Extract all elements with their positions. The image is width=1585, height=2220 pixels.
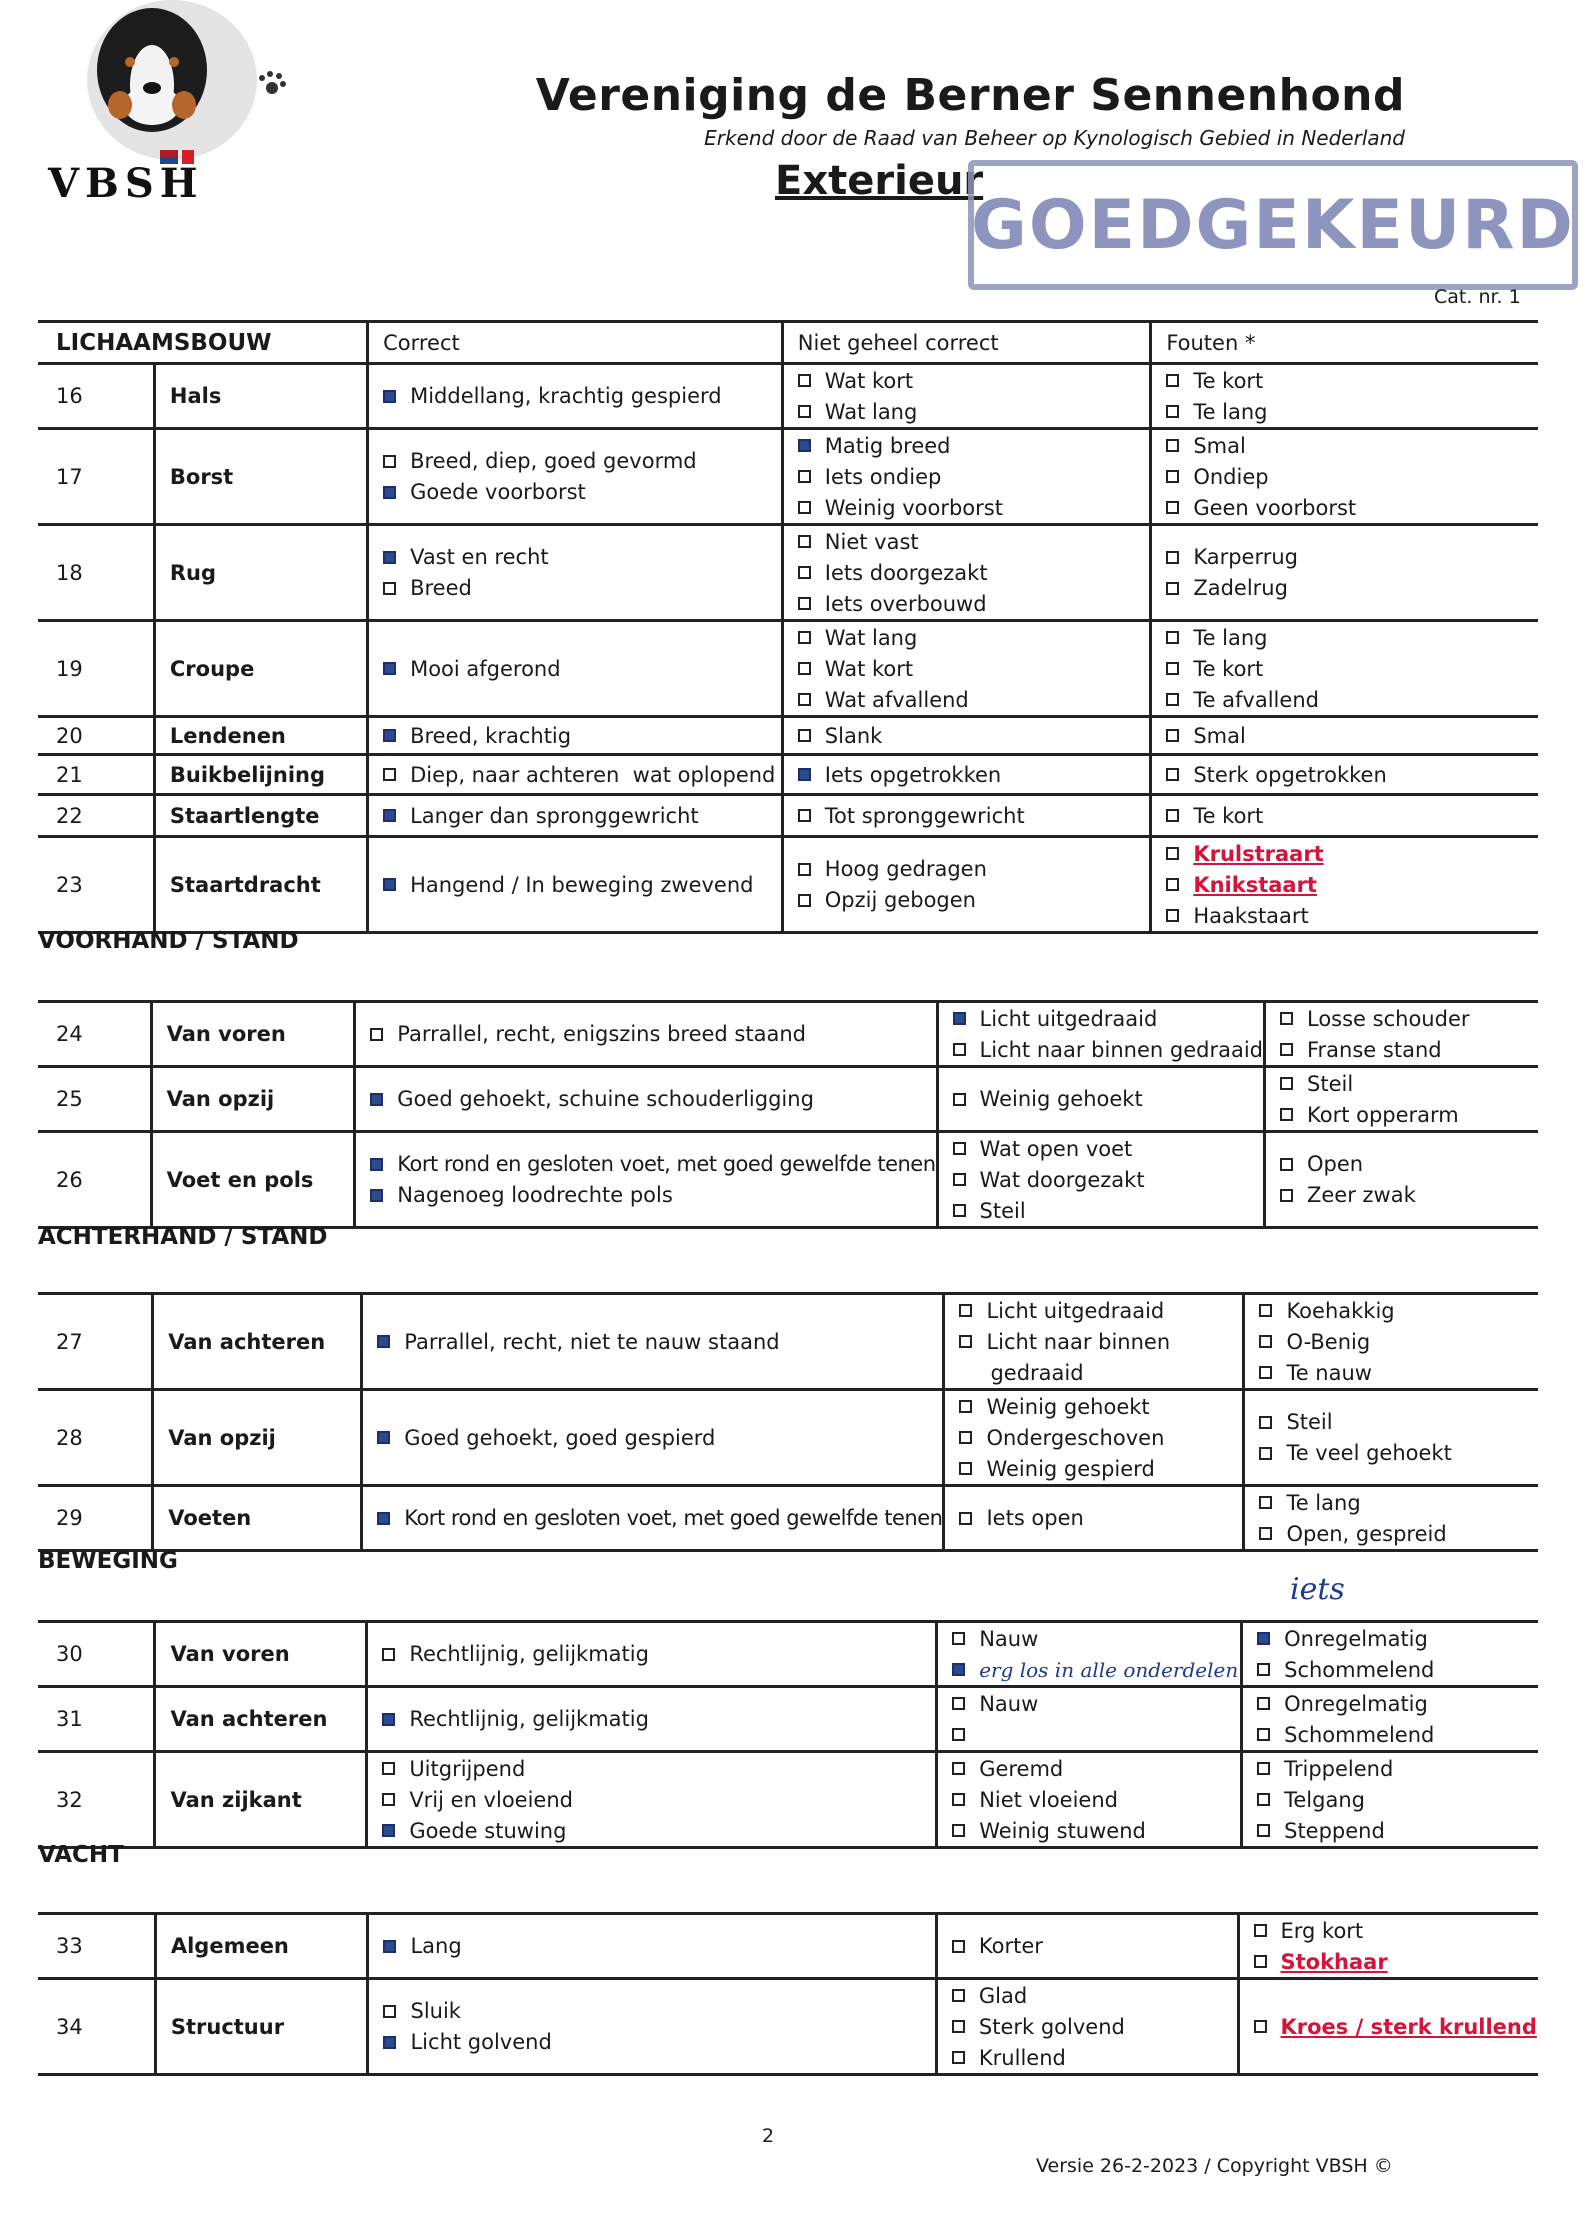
option-label: Niet vloeiend	[979, 1787, 1118, 1812]
option-label: Rechtlijnig, gelijkmatig	[409, 1642, 649, 1666]
organization-title: Vereniging de Berner Sennenhond	[535, 70, 1405, 121]
row-number: 33	[38, 1914, 155, 1979]
option-label: Te kort	[1193, 368, 1264, 393]
checkbox[interactable]	[382, 1793, 395, 1806]
vbsh-logo	[42, 0, 312, 207]
option-label: Koehakkig	[1286, 1298, 1395, 1323]
checkbox[interactable]	[1280, 1189, 1293, 1202]
checkbox[interactable]	[952, 1793, 965, 1806]
checkbox[interactable]	[1254, 1955, 1267, 1968]
row-name: Buikbelijning	[154, 755, 367, 795]
option-label: Hangend / In beweging zwevend	[410, 872, 754, 897]
option-label: Kort opperarm	[1307, 1102, 1459, 1127]
option-label: Iets open	[986, 1506, 1084, 1530]
option-label: Te kort	[1193, 656, 1264, 681]
checkbox[interactable]	[377, 1335, 390, 1348]
checkbox[interactable]	[383, 582, 396, 595]
option-label: Nagenoeg loodrechte pols	[397, 1183, 673, 1207]
table-row	[38, 1914, 1538, 1979]
table-row	[38, 795, 1538, 837]
checkbox[interactable]	[370, 1158, 383, 1171]
checkbox[interactable]	[370, 1028, 383, 1041]
checkbox[interactable]	[798, 470, 811, 483]
checkbox[interactable]	[1259, 1335, 1272, 1348]
row-name: Van achteren	[153, 1294, 362, 1390]
row-name: Van zijkant	[155, 1752, 367, 1848]
checkbox[interactable]	[798, 631, 811, 644]
checkbox[interactable]	[1259, 1496, 1272, 1509]
checkbox[interactable]	[383, 878, 396, 891]
row-name: Staartdracht	[154, 837, 367, 933]
checkbox[interactable]	[1257, 1663, 1270, 1676]
option-label: Iets overbouwd	[824, 591, 987, 616]
checkbox[interactable]	[959, 1431, 972, 1444]
option-label: Geremd	[979, 1756, 1064, 1781]
checkbox[interactable]	[1280, 1108, 1293, 1121]
option-label: Te veel gehoekt	[1286, 1441, 1452, 1465]
row-number: 24	[38, 1002, 151, 1067]
option-label: Te lang	[1286, 1490, 1361, 1515]
checkbox[interactable]	[953, 1142, 966, 1155]
option-label: Schommelend	[1284, 1722, 1435, 1747]
checkbox[interactable]	[952, 1632, 965, 1645]
checkbox[interactable]	[1166, 729, 1179, 742]
row-number: 30	[38, 1622, 155, 1687]
option-label: Mooi afgerond	[410, 656, 561, 681]
checkbox[interactable]	[383, 2005, 396, 2018]
handwritten-note: erg los in alle onderdelen	[979, 1657, 1239, 1682]
checkbox[interactable]	[953, 1204, 966, 1217]
checkbox[interactable]	[1257, 1697, 1270, 1710]
option-label-fault-highlight: Krulstraart	[1193, 841, 1324, 866]
achterhand-table	[38, 1292, 1538, 1552]
checkbox[interactable]	[952, 1697, 965, 1710]
section-header-beweging: BEWEGING	[38, 1548, 178, 1574]
row-number: 32	[38, 1752, 155, 1848]
option-label: Tot spronggewricht	[824, 803, 1025, 828]
option-label: Sluik	[410, 1999, 461, 2023]
checkbox[interactable]	[382, 1713, 395, 1726]
checkbox[interactable]	[952, 1989, 965, 2002]
checkbox[interactable]	[1280, 1077, 1293, 1090]
table-row	[38, 525, 1538, 621]
checkbox[interactable]	[952, 1824, 965, 1837]
row-number: 19	[38, 621, 154, 717]
checkbox[interactable]	[959, 1462, 972, 1475]
option-label: Breed, diep, goed gevormd	[410, 449, 697, 473]
checkbox[interactable]	[1166, 470, 1179, 483]
row-name: Van voren	[151, 1002, 355, 1067]
checkbox[interactable]	[952, 1762, 965, 1775]
checkbox[interactable]	[953, 1043, 966, 1056]
option-label: Haakstaart	[1193, 903, 1309, 928]
option-label: Langer dan spronggewricht	[410, 803, 699, 828]
beweging-table	[38, 1620, 1538, 1849]
checkbox[interactable]	[1259, 1527, 1272, 1540]
voorhand-table	[38, 1000, 1538, 1229]
table-row	[38, 1002, 1538, 1067]
checkbox[interactable]	[1257, 1824, 1270, 1837]
checkbox[interactable]	[383, 768, 396, 781]
option-label: Geen voorborst	[1193, 495, 1357, 520]
form-title: Exterieur	[775, 158, 984, 204]
option-label: Goed gehoekt, schuine schouderligging	[397, 1087, 814, 1111]
checkbox[interactable]	[1257, 1793, 1270, 1806]
checkbox[interactable]	[383, 390, 396, 403]
option-label: Weinig stuwend	[979, 1818, 1146, 1843]
checkbox[interactable]	[1166, 878, 1179, 891]
row-number: 29	[38, 1486, 153, 1551]
checkbox[interactable]	[382, 1648, 395, 1661]
checkbox[interactable]	[377, 1431, 390, 1444]
option-label: Vast en recht	[410, 545, 549, 569]
option-label: Te nauw	[1286, 1360, 1372, 1385]
option-label: Kort rond en gesloten voet, met goed gewelfde tenen	[397, 1152, 936, 1176]
checkbox[interactable]	[1257, 1632, 1270, 1645]
checkbox[interactable]	[383, 729, 396, 742]
option-label: Ondiep	[1193, 464, 1269, 489]
option-label: Uitgrijpend	[409, 1756, 526, 1781]
option-label: Korter	[978, 1934, 1043, 1958]
handwritten-note-iets: iets	[1290, 1572, 1345, 1607]
checkbox[interactable]	[1257, 1762, 1270, 1775]
checkbox[interactable]	[1166, 582, 1179, 595]
checkbox[interactable]	[1166, 501, 1179, 514]
row-name: Staartlengte	[154, 795, 367, 837]
checkbox[interactable]	[383, 662, 396, 675]
section-header-voorhand: VOORHAND / STAND	[38, 928, 299, 954]
option-label: Parrallel, recht, niet te nauw staand	[404, 1329, 780, 1354]
row-name: Van achteren	[155, 1687, 367, 1752]
checkbox[interactable]	[798, 597, 811, 610]
option-label: Nauw	[979, 1626, 1039, 1651]
row-number: 27	[38, 1294, 153, 1390]
row-name: Hals	[154, 364, 367, 429]
option-label: Te lang	[1193, 399, 1268, 424]
option-label: Karperrug	[1193, 545, 1299, 569]
checkbox[interactable]	[798, 405, 811, 418]
checkbox[interactable]	[959, 1304, 972, 1317]
checkbox[interactable]	[952, 1940, 965, 1953]
option-label: Zeer zwak	[1307, 1183, 1416, 1207]
checkbox[interactable]	[370, 1189, 383, 1202]
checkbox[interactable]	[383, 1940, 396, 1953]
option-label: Open, gespreid	[1286, 1521, 1447, 1546]
option-label: Glad	[978, 1983, 1028, 2008]
approved-stamp: GOEDGEKEURD	[968, 160, 1578, 290]
checkbox[interactable]	[952, 2020, 965, 2033]
option-label: Franse stand	[1307, 1037, 1442, 1062]
option-label: Wat lang	[824, 625, 918, 650]
option-label: Te afvallend	[1193, 687, 1319, 712]
table-row	[38, 1067, 1538, 1132]
option-label: Onregelmatig	[1284, 1691, 1428, 1716]
option-label: Open	[1307, 1152, 1364, 1176]
option-label: Breed	[410, 576, 472, 600]
table-row	[38, 837, 1538, 933]
row-name: Borst	[154, 429, 367, 525]
table-row	[38, 717, 1538, 755]
category-number: Cat. nr. 1	[1434, 286, 1521, 308]
checkbox[interactable]	[383, 2036, 396, 2049]
option-label: Zadelrug	[1193, 576, 1288, 600]
checkbox[interactable]	[1259, 1447, 1272, 1460]
option-label: Onregelmatig	[1284, 1626, 1428, 1651]
option-label: Steil	[1307, 1071, 1354, 1096]
option-label: Wat afvallend	[824, 687, 969, 712]
checkbox[interactable]	[952, 1663, 965, 1676]
option-label: Wat doorgezakt	[979, 1167, 1145, 1192]
logo-text: VBSH	[48, 160, 204, 207]
checkbox[interactable]	[1254, 1924, 1267, 1937]
option-label: Iets doorgezakt	[824, 560, 988, 585]
option-label: Erg kort	[1280, 1918, 1364, 1943]
page-number: 2	[762, 2125, 775, 2147]
option-label: Vrij en vloeiend	[409, 1787, 573, 1812]
option-label: Smal	[1193, 723, 1246, 748]
checkbox[interactable]	[953, 1093, 966, 1106]
table-row	[38, 1752, 1538, 1848]
option-label: Krullend	[978, 2045, 1066, 2070]
column-header-niet-geheel: Niet geheel correct	[782, 322, 1151, 364]
option-label: Wat kort	[824, 368, 914, 393]
option-label: Kort rond en gesloten voet, met goed gewelfde tenen	[404, 1506, 943, 1530]
row-number: 25	[38, 1067, 151, 1132]
row-number: 18	[38, 525, 154, 621]
option-label: Wat kort	[824, 656, 914, 681]
checkbox[interactable]	[798, 501, 811, 514]
checkbox[interactable]	[1166, 768, 1179, 781]
option-label: Diep, naar achteren wat oplopend	[410, 762, 776, 787]
option-label: Lang	[410, 1934, 462, 1958]
table-row	[38, 364, 1538, 429]
option-label: Niet vast	[824, 529, 919, 554]
option-label: Iets ondiep	[824, 464, 942, 489]
option-label: Steil	[979, 1198, 1026, 1223]
checkbox[interactable]	[798, 768, 811, 781]
option-label: Weinig gehoekt	[986, 1394, 1150, 1419]
checkbox[interactable]	[1166, 374, 1179, 387]
row-number: 23	[38, 837, 154, 933]
option-label: O-Benig	[1286, 1329, 1371, 1354]
option-label: Te kort	[1193, 803, 1264, 828]
option-label: Hoog gedragen	[824, 857, 987, 881]
checkbox[interactable]	[1166, 405, 1179, 418]
table-row	[38, 1687, 1538, 1752]
option-label: Licht naar binnen	[986, 1329, 1171, 1354]
option-label: Licht naar binnen gedraaid	[979, 1037, 1263, 1062]
row-name: Rug	[154, 525, 367, 621]
row-name: Croupe	[154, 621, 367, 717]
checkbox[interactable]	[798, 729, 811, 742]
table-row	[38, 1622, 1538, 1687]
checkbox[interactable]	[1254, 2020, 1267, 2033]
option-label: Licht golvend	[410, 2030, 552, 2054]
row-name: Van opzij	[151, 1067, 355, 1132]
checkbox[interactable]	[798, 374, 811, 387]
row-number: 16	[38, 364, 154, 429]
vacht-table	[38, 1912, 1538, 2076]
option-label: Weinig gespierd	[986, 1456, 1155, 1481]
option-label: Weinig gehoekt	[979, 1087, 1143, 1111]
checkbox[interactable]	[383, 455, 396, 468]
option-label: Goede stuwing	[409, 1818, 567, 1843]
option-label: Steppend	[1284, 1818, 1385, 1843]
row-name: Structuur	[155, 1979, 368, 2075]
table-row	[38, 429, 1538, 525]
section-header-lichaamsbouw: LICHAAMSBOUW	[38, 322, 368, 364]
option-label: Rechtlijnig, gelijkmatig	[409, 1707, 649, 1731]
option-label: Sterk golvend	[978, 2014, 1125, 2039]
checkbox[interactable]	[382, 1824, 395, 1837]
option-label: Trippelend	[1284, 1756, 1394, 1781]
checkbox[interactable]	[1259, 1366, 1272, 1379]
option-label-fault-highlight: Knikstaart	[1193, 872, 1317, 897]
checkbox[interactable]	[1166, 693, 1179, 706]
checkbox[interactable]	[1259, 1416, 1272, 1429]
checkbox[interactable]	[1259, 1304, 1272, 1317]
row-name: Van voren	[155, 1622, 367, 1687]
checkbox[interactable]	[1166, 631, 1179, 644]
option-label: Matig breed	[824, 433, 951, 458]
row-name: Voet en pols	[151, 1132, 355, 1228]
option-label: Middellang, krachtig gespierd	[410, 384, 722, 408]
table-row	[38, 1486, 1538, 1551]
table-row	[38, 755, 1538, 795]
table-row	[38, 621, 1538, 717]
organization-subtitle: Erkend door de Raad van Beheer op Kynologisch Gebied in Nederland	[704, 126, 1405, 150]
option-label: Sterk opgetrokken	[1193, 762, 1387, 787]
checkbox[interactable]	[798, 662, 811, 675]
checkbox[interactable]	[959, 1512, 972, 1525]
row-name: Voeten	[153, 1486, 362, 1551]
checkbox[interactable]	[798, 894, 811, 907]
row-name: Lendenen	[154, 717, 367, 755]
checkbox[interactable]	[1166, 662, 1179, 675]
checkbox[interactable]	[383, 551, 396, 564]
checkbox[interactable]	[798, 535, 811, 548]
checkbox[interactable]	[1280, 1012, 1293, 1025]
option-label: Weinig voorborst	[824, 495, 1003, 520]
row-number: 21	[38, 755, 154, 795]
option-label: Licht uitgedraaid	[979, 1006, 1158, 1031]
checkbox[interactable]	[953, 1173, 966, 1186]
checkbox[interactable]	[1280, 1043, 1293, 1056]
column-header-fouten: Fouten *	[1151, 322, 1538, 364]
row-number: 28	[38, 1390, 153, 1486]
row-name: Algemeen	[155, 1914, 368, 1979]
option-label: Steil	[1286, 1410, 1333, 1434]
option-label: Telgang	[1284, 1787, 1365, 1812]
checkbox[interactable]	[798, 439, 811, 452]
option-label: Iets opgetrokken	[824, 762, 1002, 787]
checkbox[interactable]	[1166, 847, 1179, 860]
option-label: Goed gehoekt, goed gespierd	[404, 1425, 716, 1450]
checkbox[interactable]	[798, 566, 811, 579]
checkbox[interactable]	[1166, 439, 1179, 452]
checkbox[interactable]	[798, 809, 811, 822]
option-label: Opzij gebogen	[824, 888, 976, 912]
row-number: 22	[38, 795, 154, 837]
option-label: Te lang	[1193, 625, 1268, 650]
checkbox[interactable]	[952, 2051, 965, 2064]
option-label: Goede voorborst	[410, 480, 586, 504]
checkbox[interactable]	[1257, 1728, 1270, 1741]
checkbox[interactable]	[1166, 809, 1179, 822]
row-number: 17	[38, 429, 154, 525]
section-header-vacht: VACHT	[38, 1842, 124, 1868]
checkbox[interactable]	[798, 863, 811, 876]
option-label: Wat open voet	[979, 1136, 1133, 1161]
checkbox[interactable]	[383, 809, 396, 822]
row-number: 26	[38, 1132, 151, 1228]
checkbox[interactable]	[959, 1335, 972, 1348]
table-row	[38, 1390, 1538, 1486]
checkbox[interactable]	[1166, 909, 1179, 922]
row-number: 34	[38, 1979, 155, 2075]
checkbox[interactable]	[952, 1728, 965, 1741]
lichaamsbouw-table	[38, 320, 1538, 934]
version-copyright: Versie 26-2-2023 / Copyright VBSH ©	[1036, 2155, 1393, 2177]
checkbox[interactable]	[959, 1400, 972, 1413]
option-label: Wat lang	[824, 399, 918, 424]
row-number: 20	[38, 717, 154, 755]
column-header-correct: Correct	[368, 322, 783, 364]
row-number: 31	[38, 1687, 155, 1752]
table-row	[38, 1294, 1538, 1390]
checkbox[interactable]	[953, 1012, 966, 1025]
row-name: Van opzij	[153, 1390, 362, 1486]
checkbox[interactable]	[1280, 1158, 1293, 1171]
option-label: Nauw	[979, 1691, 1039, 1716]
option-label: Parrallel, recht, enigszins breed staand	[397, 1022, 806, 1046]
section-header-achterhand: ACHTERHAND / STAND	[38, 1224, 328, 1250]
option-label-fault-highlight: Stokhaar	[1280, 1949, 1388, 1974]
option-label: Slank	[824, 723, 883, 748]
checkbox[interactable]	[798, 693, 811, 706]
option-label: gedraaid	[990, 1360, 1084, 1385]
table-row	[38, 1132, 1538, 1228]
option-label: Breed, krachtig	[410, 723, 572, 748]
table-row	[38, 1979, 1538, 2075]
checkbox[interactable]	[382, 1762, 395, 1775]
checkbox[interactable]	[377, 1512, 390, 1525]
option-label: Smal	[1193, 433, 1246, 458]
option-label: Licht uitgedraaid	[986, 1298, 1165, 1323]
option-label: Ondergeschoven	[986, 1425, 1165, 1450]
checkbox[interactable]	[1166, 551, 1179, 564]
option-label-fault-highlight: Kroes / sterk krullend	[1280, 2014, 1537, 2039]
option-label: Schommelend	[1284, 1657, 1435, 1682]
option-label: Losse schouder	[1307, 1006, 1470, 1031]
checkbox[interactable]	[370, 1093, 383, 1106]
checkbox[interactable]	[383, 486, 396, 499]
